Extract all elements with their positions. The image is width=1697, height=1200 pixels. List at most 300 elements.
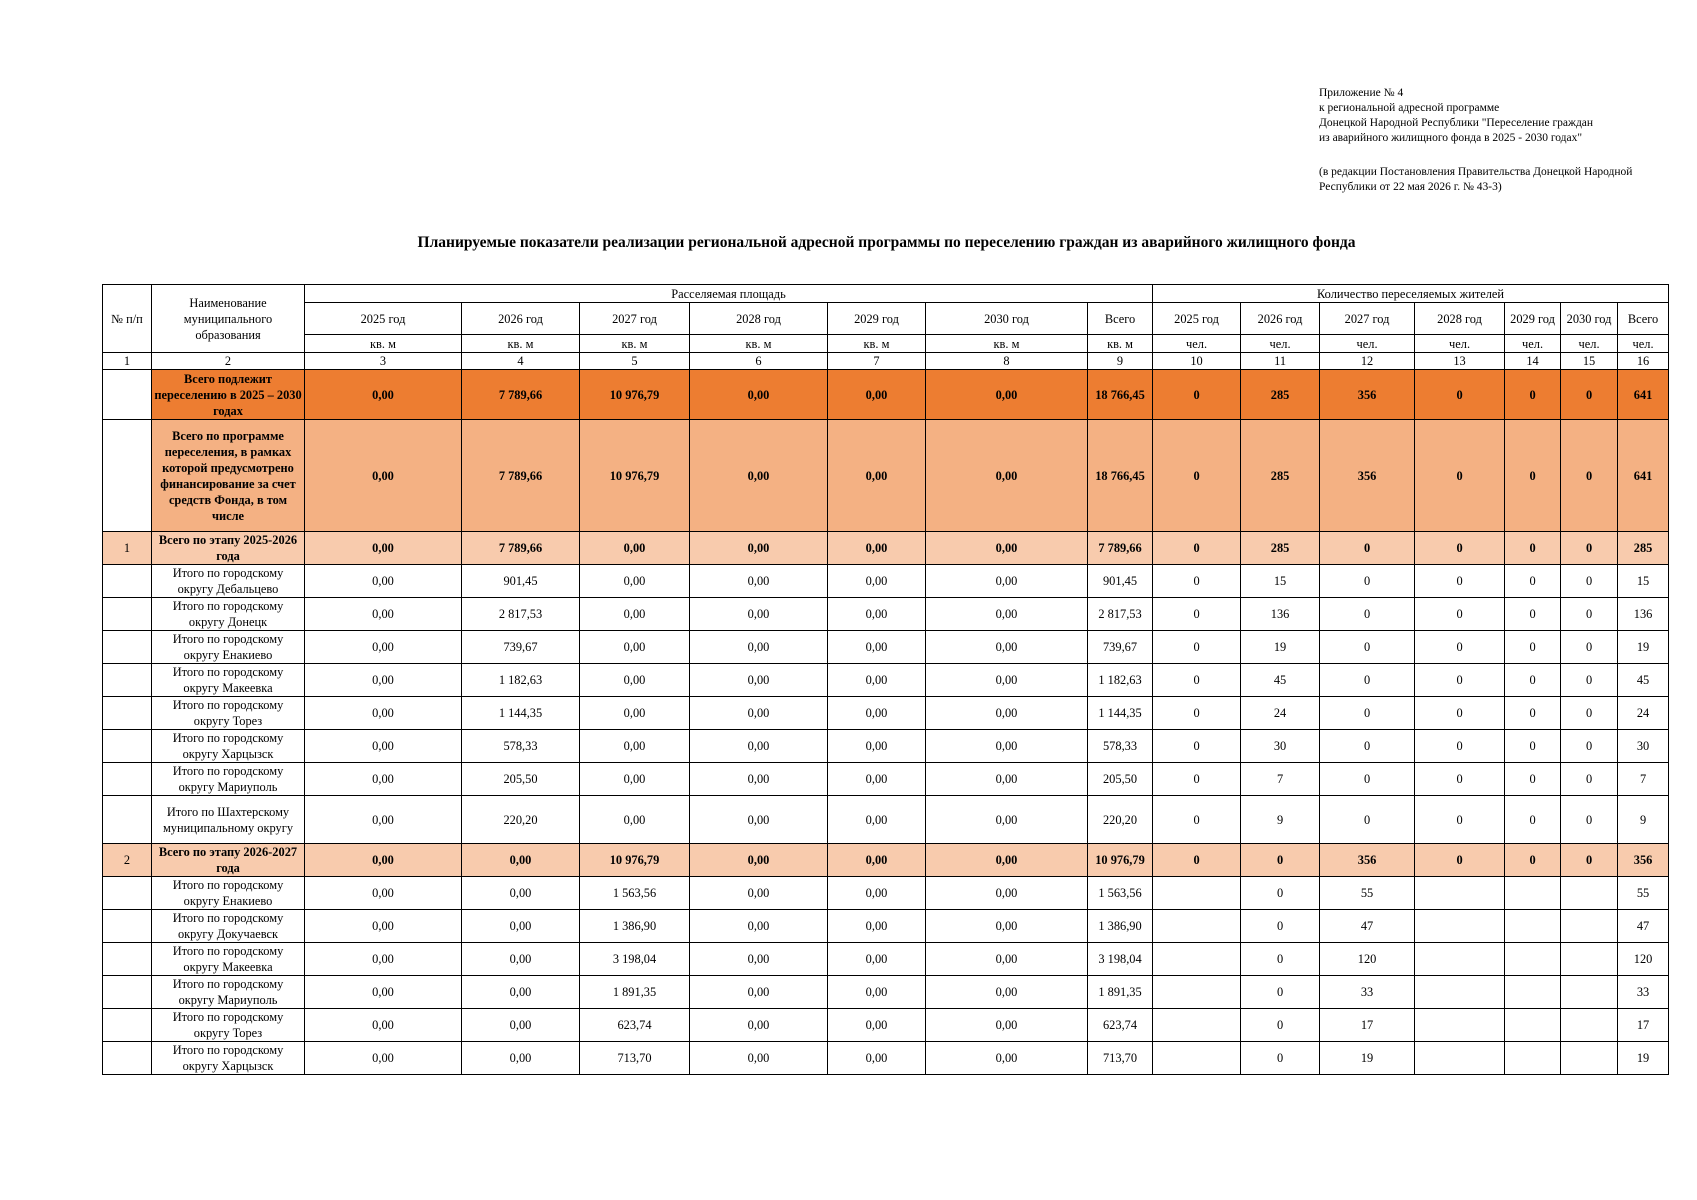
area-value: 0,00	[926, 1042, 1088, 1075]
people-value	[1561, 1042, 1618, 1075]
area-value: 0,00	[580, 730, 690, 763]
area-value: 0,00	[926, 420, 1088, 532]
people-value	[1153, 976, 1241, 1009]
table-row	[103, 565, 1669, 598]
people-value	[1415, 877, 1505, 910]
area-value: 739,67	[1088, 631, 1153, 664]
area-value: 0,00	[305, 730, 462, 763]
people-value: 0	[1415, 697, 1505, 730]
people-value: 0	[1505, 664, 1561, 697]
people-value: 33	[1320, 976, 1415, 1009]
people-value: 0	[1505, 565, 1561, 598]
municipality-name: Всего по этапу 2026-2027 года	[152, 844, 305, 877]
area-value: 0,00	[580, 598, 690, 631]
area-value: 0,00	[828, 943, 926, 976]
people-value	[1415, 910, 1505, 943]
area-value: 0,00	[305, 1042, 462, 1075]
unit-people-label: чел.	[1561, 335, 1618, 353]
people-value: 0	[1505, 598, 1561, 631]
people-value: 0	[1320, 532, 1415, 565]
unit-area-label: кв. м	[305, 335, 462, 353]
unit-people-label: чел.	[1153, 335, 1241, 353]
row-number	[103, 565, 152, 598]
people-value: 0	[1320, 565, 1415, 598]
area-value: 0,00	[828, 370, 926, 420]
people-value: 0	[1241, 877, 1320, 910]
people-value: 0	[1153, 631, 1241, 664]
table-row	[103, 796, 1669, 844]
municipality-name: Итого по городскому округу Енакиево	[152, 877, 305, 910]
people-value	[1153, 910, 1241, 943]
area-value: 0,00	[462, 1042, 580, 1075]
people-value: 0	[1415, 598, 1505, 631]
column-number: 10	[1153, 353, 1241, 370]
area-value: 0,00	[462, 877, 580, 910]
area-value: 0,00	[926, 598, 1088, 631]
column-number: 11	[1241, 353, 1320, 370]
area-value: 713,70	[1088, 1042, 1153, 1075]
people-value: 0	[1415, 844, 1505, 877]
people-value	[1561, 910, 1618, 943]
area-value: 0,00	[305, 664, 462, 697]
area-value: 0,00	[690, 730, 828, 763]
area-value: 0,00	[690, 697, 828, 730]
row-number	[103, 976, 152, 1009]
people-value: 285	[1241, 532, 1320, 565]
people-year-header: 2030 год	[1561, 303, 1618, 335]
unit-area-label: кв. м	[690, 335, 828, 353]
people-value: 356	[1618, 844, 1669, 877]
col-name-header	[152, 285, 305, 353]
area-value: 1 563,56	[580, 877, 690, 910]
people-value: 15	[1241, 565, 1320, 598]
area-value: 0,00	[926, 730, 1088, 763]
municipality-name: Итого по Шахтерскому муниципальному округу	[152, 796, 305, 844]
people-value: 0	[1320, 664, 1415, 697]
people-value	[1505, 1009, 1561, 1042]
area-value: 0,00	[828, 598, 926, 631]
people-value: 17	[1320, 1009, 1415, 1042]
people-value: 0	[1561, 844, 1618, 877]
edition-line: Республики от 22 мая 2026 г. № 43-3)	[1319, 181, 1502, 193]
people-value: 0	[1505, 763, 1561, 796]
row-number: 2	[103, 844, 152, 877]
people-value: 7	[1618, 763, 1669, 796]
group-people-header: Количество переселяемых жителей	[1153, 285, 1669, 303]
area-value: 0,00	[828, 877, 926, 910]
area-value: 0,00	[690, 631, 828, 664]
area-value: 0,00	[926, 844, 1088, 877]
people-value: 136	[1618, 598, 1669, 631]
municipality-name: Итого по городскому округу Харцызск	[152, 1042, 305, 1075]
people-value	[1415, 1042, 1505, 1075]
area-value: 0,00	[690, 796, 828, 844]
area-value: 10 976,79	[580, 370, 690, 420]
area-value: 1 182,63	[1088, 664, 1153, 697]
area-value: 0,00	[580, 631, 690, 664]
appendix-line: Донецкой Народной Республики "Переселение граждан	[1319, 117, 1594, 129]
people-value: 47	[1320, 910, 1415, 943]
area-value: 0,00	[828, 1009, 926, 1042]
people-value: 0	[1561, 763, 1618, 796]
area-value: 0,00	[305, 763, 462, 796]
area-value: 0,00	[828, 910, 926, 943]
people-value	[1415, 943, 1505, 976]
area-value: 0,00	[305, 976, 462, 1009]
document-title: Планируемые показатели реализации региональной адресной программы по переселению граждан из аварийного жилищного фонда	[417, 234, 1356, 251]
area-value: 0,00	[580, 796, 690, 844]
people-value: 9	[1241, 796, 1320, 844]
municipality-name: Всего по программе переселения, в рамках которой предусмотрено финансирование за счет средств Фонда, в том числе	[152, 420, 305, 532]
area-value: 0,00	[828, 976, 926, 1009]
people-value: 0	[1415, 631, 1505, 664]
area-value: 0,00	[462, 910, 580, 943]
municipality-name: Итого по городскому округу Дебальцево	[152, 565, 305, 598]
people-value	[1561, 877, 1618, 910]
area-value: 0,00	[926, 565, 1088, 598]
table-row	[103, 420, 1669, 532]
row-number	[103, 796, 152, 844]
area-value: 0,00	[305, 631, 462, 664]
people-value	[1153, 1042, 1241, 1075]
area-value: 1 386,90	[1088, 910, 1153, 943]
people-value: 0	[1320, 796, 1415, 844]
people-value	[1415, 1009, 1505, 1042]
people-value	[1505, 910, 1561, 943]
area-value: 901,45	[1088, 565, 1153, 598]
table-row	[103, 532, 1669, 565]
people-value: 45	[1241, 664, 1320, 697]
area-value: 901,45	[462, 565, 580, 598]
people-value: 0	[1320, 631, 1415, 664]
people-year-header: 2027 год	[1320, 303, 1415, 335]
col-name-header-line: образования	[195, 327, 261, 342]
unit-area-label: кв. м	[580, 335, 690, 353]
people-value: 0	[1153, 565, 1241, 598]
people-value: 0	[1415, 565, 1505, 598]
people-value: 0	[1505, 631, 1561, 664]
area-value: 0,00	[690, 877, 828, 910]
area-value: 0,00	[690, 565, 828, 598]
appendix-line: из аварийного жилищного фонда в 2025 - 2030 годах"	[1319, 132, 1583, 144]
area-value: 0,00	[690, 1042, 828, 1075]
people-value: 33	[1618, 976, 1669, 1009]
area-value: 1 182,63	[462, 664, 580, 697]
people-value: 0	[1561, 697, 1618, 730]
people-value: 0	[1153, 532, 1241, 565]
table-row	[103, 943, 1669, 976]
area-value: 0,00	[305, 943, 462, 976]
people-value: 0	[1241, 1042, 1320, 1075]
people-value: 0	[1561, 370, 1618, 420]
people-year-header: 2029 год	[1505, 303, 1561, 335]
unit-area-label: кв. м	[1088, 335, 1153, 353]
row-number	[103, 664, 152, 697]
area-value: 3 198,04	[580, 943, 690, 976]
appendix-line: к региональной адресной программе	[1319, 102, 1500, 114]
area-value: 1 386,90	[580, 910, 690, 943]
people-value: 0	[1241, 976, 1320, 1009]
area-value: 0,00	[926, 1009, 1088, 1042]
area-value: 0,00	[926, 976, 1088, 1009]
area-value: 0,00	[690, 598, 828, 631]
column-number: 2	[152, 353, 305, 370]
people-value: 0	[1415, 763, 1505, 796]
col-name-header-line: муниципального	[183, 311, 273, 326]
area-value: 0,00	[690, 420, 828, 532]
table-row	[103, 730, 1669, 763]
people-value: 0	[1153, 763, 1241, 796]
people-value: 0	[1153, 664, 1241, 697]
people-value: 0	[1320, 697, 1415, 730]
appendix-note	[1319, 86, 1632, 195]
people-value: 0	[1505, 844, 1561, 877]
area-value: 0,00	[926, 664, 1088, 697]
table-row	[103, 844, 1669, 877]
edition-line: (в редакции Постановления Правительства Донецкой Народной	[1319, 166, 1633, 178]
area-value: 2 817,53	[462, 598, 580, 631]
people-year-header: 2026 год	[1241, 303, 1320, 335]
table-row	[103, 370, 1669, 420]
area-value: 0,00	[305, 697, 462, 730]
area-year-header: 2025 год	[305, 303, 462, 335]
area-value: 623,74	[1088, 1009, 1153, 1042]
municipality-name: Итого по городскому округу Торез	[152, 697, 305, 730]
people-value: 0	[1561, 420, 1618, 532]
people-value: 55	[1618, 877, 1669, 910]
area-value: 220,20	[1088, 796, 1153, 844]
column-number: 16	[1618, 353, 1669, 370]
area-value: 1 891,35	[580, 976, 690, 1009]
column-number: 5	[580, 353, 690, 370]
people-value: 45	[1618, 664, 1669, 697]
table-row	[103, 763, 1669, 796]
column-number: 15	[1561, 353, 1618, 370]
area-value: 0,00	[828, 532, 926, 565]
people-value: 0	[1241, 910, 1320, 943]
row-number	[103, 697, 152, 730]
people-value: 19	[1320, 1042, 1415, 1075]
people-value: 0	[1561, 796, 1618, 844]
area-value: 0,00	[828, 730, 926, 763]
area-value: 0,00	[305, 1009, 462, 1042]
people-value: 0	[1241, 943, 1320, 976]
people-value: 120	[1320, 943, 1415, 976]
area-value: 0,00	[690, 1009, 828, 1042]
area-value: 0,00	[690, 664, 828, 697]
people-value: 0	[1505, 532, 1561, 565]
area-value: 1 891,35	[1088, 976, 1153, 1009]
row-number	[103, 420, 152, 532]
area-value: 0,00	[926, 763, 1088, 796]
table-row	[103, 598, 1669, 631]
people-value: 7	[1241, 763, 1320, 796]
table-row	[103, 1042, 1669, 1075]
area-value: 1 563,56	[1088, 877, 1153, 910]
people-value: 0	[1153, 730, 1241, 763]
unit-area-label: кв. м	[828, 335, 926, 353]
people-value: 24	[1618, 697, 1669, 730]
column-number: 8	[926, 353, 1088, 370]
people-value: 0	[1153, 796, 1241, 844]
area-value: 0,00	[305, 532, 462, 565]
row-number	[103, 877, 152, 910]
area-value: 0,00	[462, 844, 580, 877]
people-value: 0	[1153, 697, 1241, 730]
area-value: 623,74	[580, 1009, 690, 1042]
people-value: 0	[1415, 796, 1505, 844]
area-value: 205,50	[462, 763, 580, 796]
area-value: 18 766,45	[1088, 420, 1153, 532]
area-value: 0,00	[828, 631, 926, 664]
people-value: 0	[1320, 730, 1415, 763]
table-row	[103, 664, 1669, 697]
col-num-header: № п/п	[103, 285, 152, 353]
area-value: 18 766,45	[1088, 370, 1153, 420]
column-number: 3	[305, 353, 462, 370]
area-value: 3 198,04	[1088, 943, 1153, 976]
people-value: 17	[1618, 1009, 1669, 1042]
people-value: 0	[1505, 730, 1561, 763]
area-value: 205,50	[1088, 763, 1153, 796]
area-value: 578,33	[462, 730, 580, 763]
row-number	[103, 943, 152, 976]
municipality-name: Итого по городскому округу Макеевка	[152, 664, 305, 697]
municipality-name: Всего по этапу 2025-2026 года	[152, 532, 305, 565]
column-number: 7	[828, 353, 926, 370]
unit-area-label: кв. м	[926, 335, 1088, 353]
table-row	[103, 976, 1669, 1009]
area-value: 0,00	[926, 697, 1088, 730]
area-value: 0,00	[828, 763, 926, 796]
area-value: 0,00	[828, 420, 926, 532]
people-value: 0	[1561, 730, 1618, 763]
unit-people-label: чел.	[1618, 335, 1669, 353]
area-value: 0,00	[690, 763, 828, 796]
area-value: 0,00	[690, 910, 828, 943]
people-year-header: 2025 год	[1153, 303, 1241, 335]
area-value: 0,00	[926, 943, 1088, 976]
area-value: 0,00	[690, 532, 828, 565]
people-year-header: Всего	[1618, 303, 1669, 335]
unit-area-label: кв. м	[462, 335, 580, 353]
area-value: 0,00	[580, 664, 690, 697]
people-value: 136	[1241, 598, 1320, 631]
area-year-header: 2027 год	[580, 303, 690, 335]
people-value: 30	[1241, 730, 1320, 763]
people-value: 0	[1241, 1009, 1320, 1042]
people-value: 19	[1618, 1042, 1669, 1075]
people-value: 0	[1505, 697, 1561, 730]
people-value: 285	[1241, 370, 1320, 420]
area-value: 0,00	[690, 844, 828, 877]
area-value: 0,00	[828, 796, 926, 844]
people-value: 0	[1320, 763, 1415, 796]
area-value: 0,00	[305, 370, 462, 420]
table-row	[103, 697, 1669, 730]
area-value: 0,00	[828, 565, 926, 598]
area-value: 10 976,79	[580, 844, 690, 877]
area-value: 10 976,79	[580, 420, 690, 532]
people-year-header: 2028 год	[1415, 303, 1505, 335]
people-value: 0	[1153, 844, 1241, 877]
table-row	[103, 1009, 1669, 1042]
area-value: 0,00	[305, 844, 462, 877]
area-value: 0,00	[926, 877, 1088, 910]
area-value: 0,00	[462, 976, 580, 1009]
column-number: 13	[1415, 353, 1505, 370]
municipality-name: Итого по городскому округу Торез	[152, 1009, 305, 1042]
area-value: 1 144,35	[1088, 697, 1153, 730]
people-value: 0	[1415, 370, 1505, 420]
area-value: 0,00	[462, 943, 580, 976]
unit-people-label: чел.	[1241, 335, 1320, 353]
area-value: 739,67	[462, 631, 580, 664]
people-value: 30	[1618, 730, 1669, 763]
area-value: 0,00	[580, 697, 690, 730]
area-value: 713,70	[580, 1042, 690, 1075]
municipality-name: Итого по городскому округу Докучаевск	[152, 910, 305, 943]
area-value: 0,00	[305, 796, 462, 844]
people-value: 0	[1561, 664, 1618, 697]
people-value: 0	[1561, 565, 1618, 598]
area-value: 0,00	[926, 796, 1088, 844]
area-value: 0,00	[690, 370, 828, 420]
area-year-header: 2029 год	[828, 303, 926, 335]
people-value: 641	[1618, 420, 1669, 532]
col-name-header-line: Наименование	[189, 295, 267, 310]
people-value: 356	[1320, 844, 1415, 877]
area-value: 0,00	[926, 532, 1088, 565]
people-value: 47	[1618, 910, 1669, 943]
table-row	[103, 910, 1669, 943]
area-value: 0,00	[580, 532, 690, 565]
area-value: 0,00	[305, 565, 462, 598]
area-value: 0,00	[580, 763, 690, 796]
area-value: 0,00	[305, 598, 462, 631]
people-value: 285	[1241, 420, 1320, 532]
column-number: 12	[1320, 353, 1415, 370]
area-year-header: 2030 год	[926, 303, 1088, 335]
people-value: 641	[1618, 370, 1669, 420]
area-value: 0,00	[828, 697, 926, 730]
column-number: 1	[103, 353, 152, 370]
people-value: 356	[1320, 420, 1415, 532]
people-value: 9	[1618, 796, 1669, 844]
area-value: 0,00	[828, 664, 926, 697]
people-value: 0	[1153, 420, 1241, 532]
unit-people-label: чел.	[1320, 335, 1415, 353]
row-number	[103, 1009, 152, 1042]
area-value: 0,00	[305, 420, 462, 532]
row-number	[103, 763, 152, 796]
people-value: 0	[1153, 370, 1241, 420]
people-value: 15	[1618, 565, 1669, 598]
area-value: 10 976,79	[1088, 844, 1153, 877]
people-value: 120	[1618, 943, 1669, 976]
row-number	[103, 1042, 152, 1075]
area-value: 0,00	[690, 943, 828, 976]
group-area-header: Расселяемая площадь	[305, 285, 1153, 303]
column-number: 6	[690, 353, 828, 370]
area-value: 0,00	[926, 370, 1088, 420]
column-number: 9	[1088, 353, 1153, 370]
people-value: 0	[1505, 370, 1561, 420]
area-value: 0,00	[926, 910, 1088, 943]
row-number	[103, 910, 152, 943]
area-value: 0,00	[305, 910, 462, 943]
people-value	[1153, 1009, 1241, 1042]
